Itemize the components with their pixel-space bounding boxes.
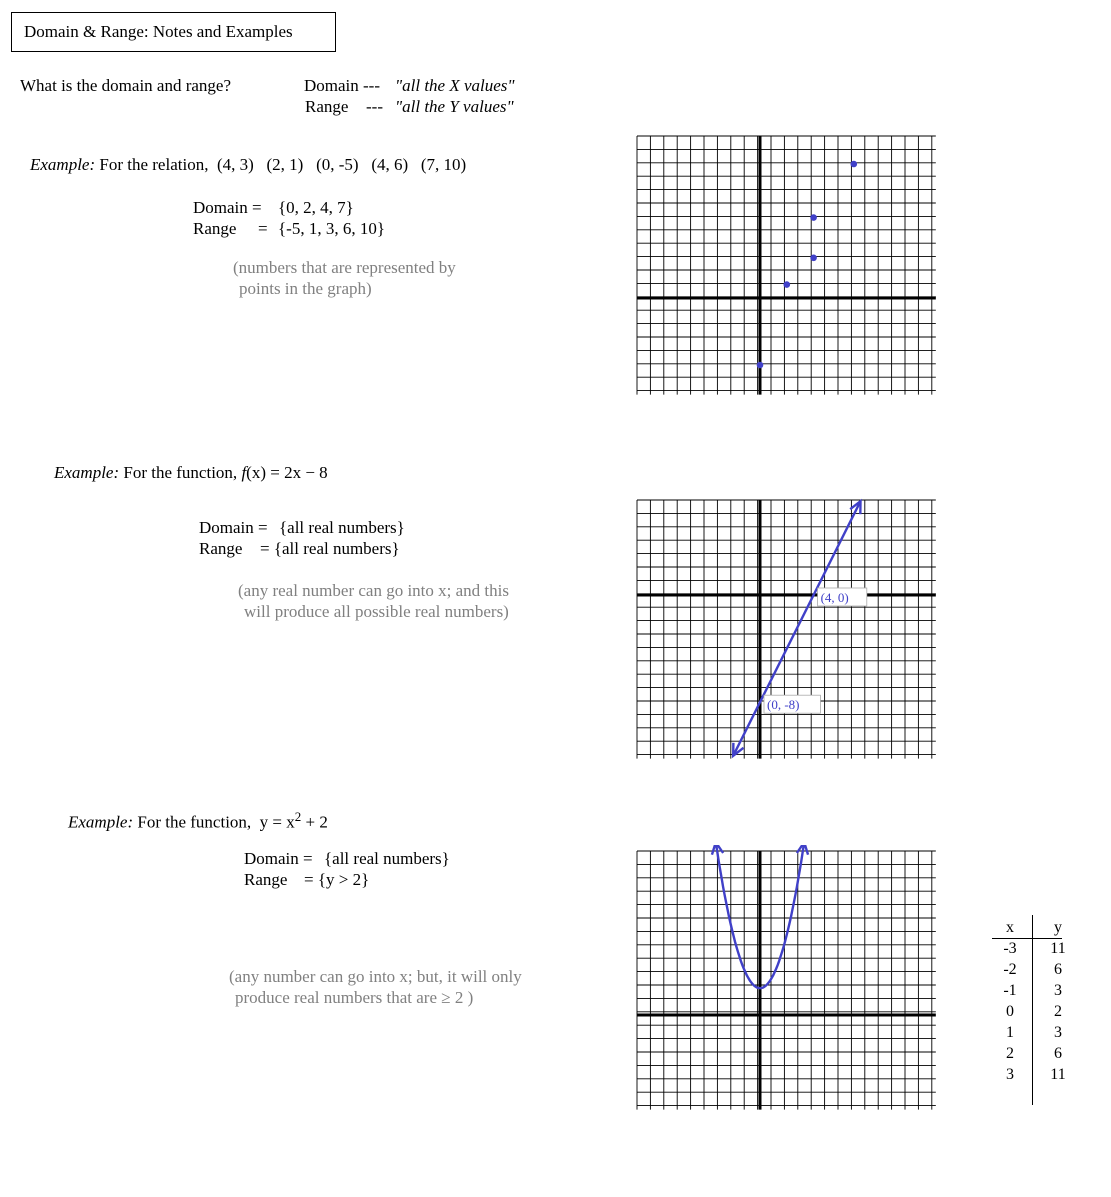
example1-text: For the relation, (4, 3) (2, 1) (0, -5) (4, 6) (7, 10) bbox=[99, 155, 467, 174]
example3-text: For the function, y = x bbox=[137, 812, 295, 832]
page-title: Domain & Range: Notes and Examples bbox=[24, 22, 293, 41]
example2-text: For the function, bbox=[123, 463, 238, 482]
data-point bbox=[810, 254, 817, 261]
data-point bbox=[851, 161, 858, 168]
table-cell-x: -3 bbox=[1003, 940, 1017, 957]
example2-domain-value: {all real numbers} bbox=[279, 518, 405, 537]
table-cell-y: 11 bbox=[1050, 940, 1066, 957]
title-box bbox=[11, 12, 336, 52]
table-cell-x: 1 bbox=[1006, 1024, 1014, 1041]
example3-domain-label: Domain = bbox=[244, 849, 313, 868]
intro-range-desc: "all the Y values" bbox=[395, 97, 514, 116]
example2-line bbox=[54, 462, 328, 483]
example3-domain-value: {all real numbers} bbox=[324, 849, 450, 868]
table-cell-x: 3 bbox=[1006, 1066, 1014, 1083]
example1-label: Example: bbox=[30, 155, 96, 174]
point-label: (0, -8) bbox=[767, 697, 800, 713]
table-cell-x: 0 bbox=[1006, 1003, 1014, 1020]
table-cell-y: 3 bbox=[1054, 1024, 1062, 1041]
table-cell-x: -2 bbox=[1003, 961, 1017, 978]
intro-domain-desc: "all the X values" bbox=[395, 76, 515, 95]
example2-domain-label: Domain = bbox=[199, 518, 268, 537]
example1-note-1: (numbers that are represented by bbox=[233, 258, 456, 277]
table-divider bbox=[1032, 915, 1033, 1105]
xy-table bbox=[990, 915, 1070, 1105]
intro-question: What is the domain and range? bbox=[20, 76, 232, 95]
function-line bbox=[733, 501, 860, 756]
table-cell-y: 2 bbox=[1054, 1003, 1062, 1020]
example1-range-eq: = bbox=[258, 219, 268, 238]
graph-linear bbox=[630, 495, 940, 765]
example2-range-value: = {all real numbers} bbox=[260, 539, 400, 558]
example2-note-1: (any real number can go into x; and this bbox=[238, 581, 509, 600]
example3-note-1: (any number can go into x; but, it will only bbox=[229, 967, 522, 986]
example3-range-value: = {y > 2} bbox=[304, 870, 370, 889]
graph-parabola bbox=[630, 845, 940, 1115]
intro-domain-label: Domain --- bbox=[304, 76, 381, 95]
example3-note-2: produce real numbers that are ≥ 2 ) bbox=[235, 988, 474, 1007]
example1-domain-label: Domain = bbox=[193, 198, 262, 217]
intro-range-sep: --- bbox=[366, 97, 383, 116]
table-y-column bbox=[1038, 917, 1078, 1085]
example3-text-post: + 2 bbox=[301, 812, 328, 832]
table-cell-y: 11 bbox=[1050, 1066, 1066, 1083]
table-cell-y: 3 bbox=[1054, 982, 1062, 999]
table-cell-x: -1 bbox=[1003, 982, 1017, 999]
data-point bbox=[810, 214, 817, 221]
example2-note-2: will produce all possible real numbers) bbox=[244, 602, 509, 621]
example2-range-label: Range bbox=[199, 539, 243, 558]
table-x-header: x bbox=[1006, 919, 1014, 936]
example2-func-name: f bbox=[241, 463, 247, 482]
table-cell-y: 6 bbox=[1054, 1045, 1062, 1062]
example3-label: Example: bbox=[68, 812, 134, 832]
data-point bbox=[784, 281, 791, 288]
example3-exponent: 2 bbox=[294, 809, 302, 824]
example2-func: (x) = 2x − 8 bbox=[246, 463, 328, 482]
graph-relation bbox=[630, 130, 940, 400]
example1-domain-value: {0, 2, 4, 7} bbox=[278, 198, 354, 217]
example1-note-2: points in the graph) bbox=[239, 279, 372, 298]
intro-range-label: Range bbox=[305, 97, 349, 116]
table-y-header: y bbox=[1054, 919, 1062, 936]
table-cell-x: 2 bbox=[1006, 1045, 1014, 1062]
example1-range-label: Range bbox=[193, 219, 237, 238]
data-point bbox=[757, 362, 764, 369]
point-label: (4, 0) bbox=[820, 590, 849, 605]
example3-line bbox=[68, 806, 328, 833]
example3-range-label: Range bbox=[244, 870, 288, 889]
table-cell-y: 6 bbox=[1054, 961, 1062, 978]
example2-label: Example: bbox=[54, 463, 120, 482]
example1-range-value: {-5, 1, 3, 6, 10} bbox=[278, 219, 385, 238]
example1-line bbox=[30, 154, 466, 175]
table-x-column bbox=[990, 917, 1030, 1085]
